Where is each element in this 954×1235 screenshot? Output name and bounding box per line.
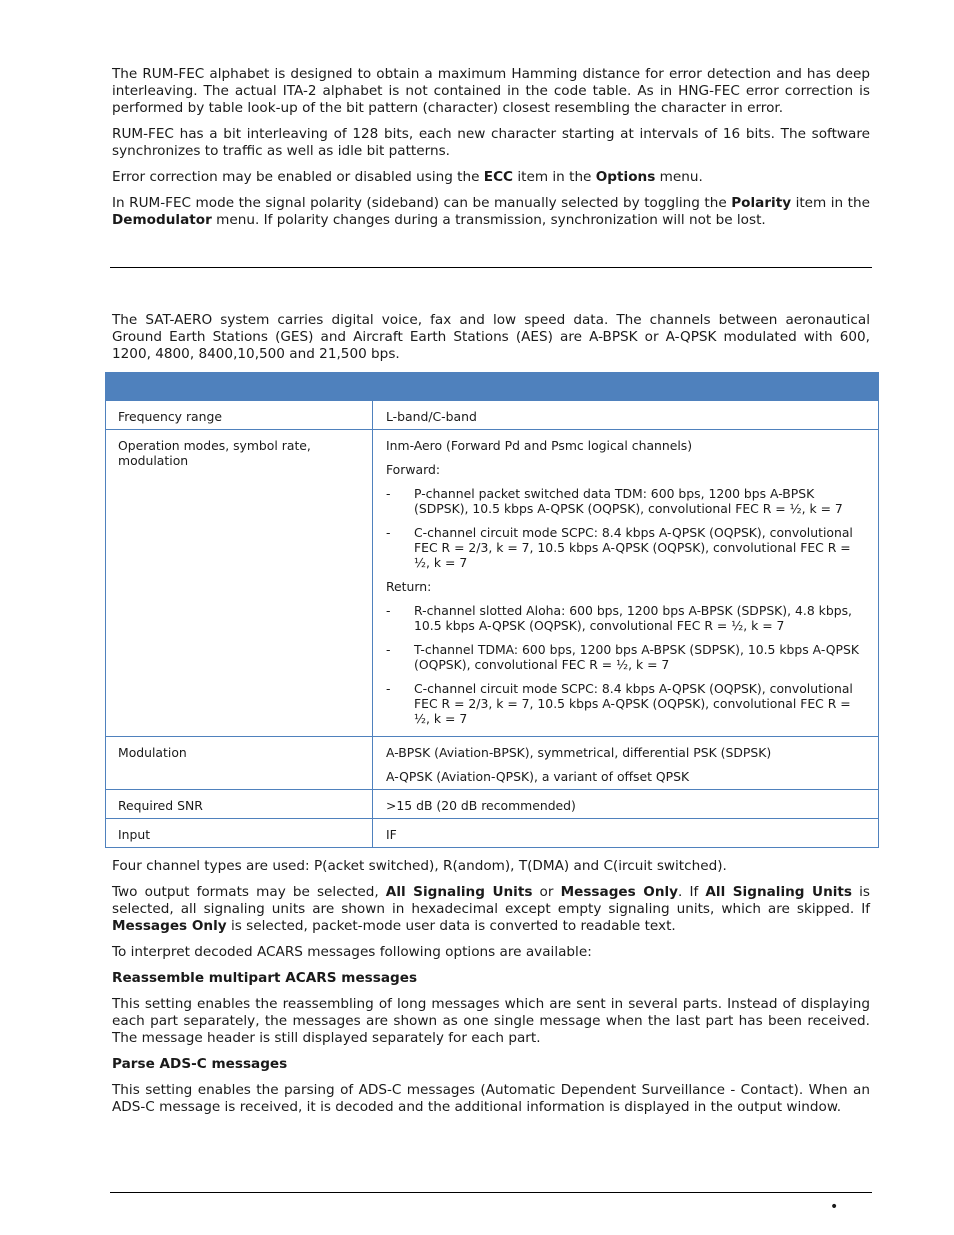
- polarity-term: Polarity: [731, 195, 792, 211]
- parse-adsc-paragraph: This setting enables the parsing of ADS-C messages (Automatic Dependent Surveillance - Contact). When an ADS-C message is received, it is decoded and the additional information is displayed in the output window.: [112, 1082, 870, 1115]
- list-item: - P-channel packet switched data TDM: 600 bps, 1200 bps A-BPSK (SDPSK), 10.5 kbps A-QPSK (OQPSK), convolutional FEC R = ½, k = 7: [386, 486, 843, 516]
- row-label: Frequency range: [118, 409, 222, 424]
- section-divider: [110, 267, 872, 268]
- intro-paragraph-4: In RUM-FEC mode the signal polarity (sideband) can be manually selected by toggling the Polarity item in the Demodulator menu. If polarity changes during a transmission, synchronization will not be lost.: [112, 195, 870, 228]
- row-value: IF: [386, 827, 397, 842]
- row-value: Inm-Aero (Forward Pd and Psmc logical channels) Forward: - P-channel packet switched data TDM: 600 bps, 1200 bps A-BPSK (SDPSK), 10.5 kbps A-QPSK (OQPSK), convolutional FEC R = ½, k = 7 - C-channel circuit mode SCPC: 8.4 kbps A-QPSK (OQPSK), convolutional FEC R = 2/3, k = 7, 10.5 kbps A-QPSK (OQPSK), convolutional FEC R = ½, k = 7 Return: - R-channel slotted Aloha: 600 bps, 1200 bps A-BPSK (SDPSK), 4.8 kbps, 10.5 kbps A-QPSK (OQPSK), convolutional FEC R = ½, k = 7 - T-channel TDMA: 600 bps, 1200 bps A-BPSK (SDPSK), 10.5 kbps A-QPSK (OQPSK), convolutional FEC R = ½, k = 7 - C-channel circuit mode SCPC: 8.4 kbps A-QPSK (OQPSK), convolutional FEC R = 2/3, k = 7, 10.5 kbps A-QPSK (OQPSK), convolutional FEC R = ½, k = 7: [373, 430, 878, 731]
- sat-aero-paragraph: The SAT-AERO system carries digital voice, fax and low speed data. The channels between aeronautical Ground Earth Stations (GES) and Aircraft Earth Stations (AES) are A-BPSK or A-QPSK modulated with 600, 1200, 4800, 8400,10,500 and 21,500 bps.: [112, 312, 870, 362]
- reassemble-paragraph: This setting enables the reassembling of long messages which are sent in several parts. Instead of displaying each part separately, the messages are shown as one single message when the last part has been received. The message header is still displayed separately for each part.: [112, 996, 870, 1046]
- sat-aero-spec-table: [105, 372, 879, 848]
- row-value: >15 dB (20 dB recommended): [386, 798, 576, 813]
- sat-aero-section: [112, 312, 870, 363]
- row-label: Modulation: [118, 745, 187, 760]
- parse-adsc-heading: Parse ADS-C messages: [112, 1056, 288, 1072]
- row-value: L-band/C-band: [386, 409, 477, 424]
- reassemble-heading: Reassemble multipart ACARS messages: [112, 970, 418, 986]
- table-row: [106, 819, 879, 848]
- row-value: A-BPSK (Aviation-BPSK), symmetrical, differential PSK (SDPSK) A-QPSK (Aviation-QPSK), a variant of offset QPSK: [386, 745, 772, 784]
- list-item: - R-channel slotted Aloha: 600 bps, 1200 bps A-BPSK (SDPSK), 4.8 kbps, 10.5 kbps A-QPSK (OQPSK), convolutional FEC R = ½, k = 7: [386, 603, 852, 633]
- list-item: - T-channel TDMA: 600 bps, 1200 bps A-BPSK (SDPSK), 10.5 kbps A-QPSK (OQPSK), convolutional FEC R = ½, k = 7: [386, 642, 860, 672]
- output-formats-paragraph: Two output formats may be selected, All Signaling Units or Messages Only. If All Signaling Units is selected, all signaling units are shown in hexadecimal except empty signaling units, which are skipped. If Messages Only is selected, packet-mode user data is converted to readable text.: [112, 884, 871, 934]
- acars-options-paragraph: To interpret decoded ACARS messages following options are available:: [112, 944, 592, 960]
- intro-paragraph-3: Error correction may be enabled or disabled using the ECC item in the Options menu.: [112, 169, 703, 185]
- row-label: Operation modes, symbol rate, modulation: [118, 438, 311, 468]
- row-label: Input: [118, 827, 151, 842]
- table-row: [106, 737, 879, 790]
- table-row: [106, 790, 879, 819]
- acars-section: [112, 858, 870, 1116]
- intro-paragraph-2: RUM-FEC has a bit interleaving of 128 bits, each new character starting at intervals of 16 bits. The software synchronizes to traffic as well as idle bit patterns.: [112, 126, 870, 159]
- intro-section: [112, 66, 870, 229]
- intro-paragraph-1: The RUM-FEC alphabet is designed to obtain a maximum Hamming distance for error detection and has deep interleaving. The actual ITA-2 alphabet is not contained in the code table. As in HNG-FEC error correction is performed by table look-up of the bit pattern (character) closest resembling the character in error.: [112, 66, 870, 116]
- demodulator-term: Demodulator: [112, 212, 212, 228]
- table-row: [106, 430, 879, 737]
- footer-divider: [110, 1192, 872, 1193]
- list-item: - C-channel circuit mode SCPC: 8.4 kbps A-QPSK (OQPSK), convolutional FEC R = 2/3, k = 7, 10.5 kbps A-QPSK (OQPSK), convolutional FEC R = ½, k = 7: [386, 681, 853, 726]
- options-term: Options: [595, 169, 656, 185]
- table-header-row: [106, 373, 879, 401]
- list-item: - C-channel circuit mode SCPC: 8.4 kbps A-QPSK (OQPSK), convolutional FEC R = 2/3, k = 7, 10.5 kbps A-QPSK (OQPSK), convolutional FEC R = ½, k = 7: [386, 525, 853, 570]
- ecc-term: ECC: [483, 169, 514, 185]
- channel-types-paragraph: Four channel types are used: P(acket switched), R(andom), T(DMA) and C(ircuit switched).: [112, 858, 727, 874]
- footer-bullet: •: [830, 1199, 839, 1215]
- table-row: [106, 401, 879, 430]
- row-label: Required SNR: [118, 798, 203, 813]
